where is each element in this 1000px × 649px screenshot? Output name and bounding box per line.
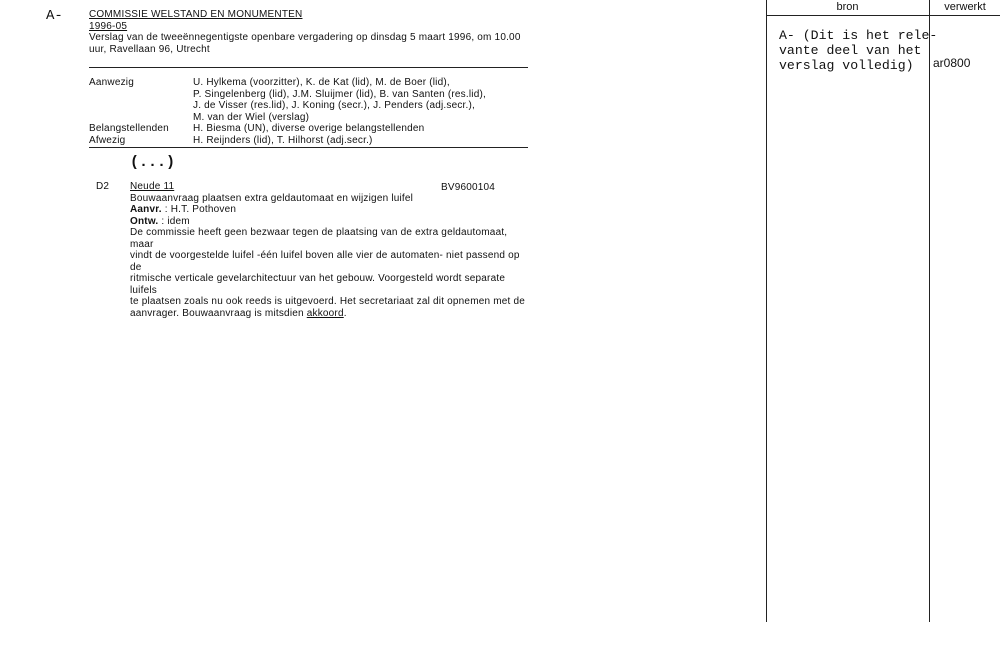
source-note-line: A- (Dit is het rele- (779, 28, 938, 43)
case-number: BV9600104 (441, 182, 496, 193)
source-note (779, 28, 937, 73)
verdict: akkoord (306, 307, 344, 319)
column-header-rule (766, 15, 1000, 16)
column-rule-middle (929, 0, 930, 622)
body-line: te plaatsen zoals nu ook reeds is uitgevoerd. Het secretariaat zal dit opnemen met de (130, 296, 525, 307)
source-note-line: vante deel van het (779, 43, 922, 58)
item-address: Neude 11 (130, 181, 175, 192)
column-header-verwerkt: verwerkt (944, 1, 986, 13)
body-line: vindt de voorgestelde luifel -één luifel boven alle vier de automaten- niet passend op de (130, 250, 520, 273)
source-note-line: verslag volledig) (779, 58, 914, 73)
body-line: ritmische verticale gevelarchitectuur van het gebouw. Voorgesteld wordt separate luifels (130, 273, 506, 296)
present-line: J. de Visser (res.lid), J. Koning (secr.), J. Penders (adj.secr.), (193, 100, 475, 111)
committee-title: COMMISSIE WELSTAND EN MONUMENTEN (89, 9, 303, 20)
column-rule-left (766, 0, 767, 622)
report-line-1: Verslag van de tweeënnegentigste openbare vergadering op dinsdag 5 maart 1996, om 10.00 (89, 32, 521, 43)
designer-label: Ontw. (130, 215, 159, 227)
body-line: De commissie heeft geen bezwaar tegen de plaatsing van de extra geldautomaat, maar (130, 227, 508, 250)
present-label: Aanwezig (89, 77, 134, 88)
section-marker: A- (46, 8, 63, 24)
agenda-item (130, 181, 532, 319)
body-line-suffix: . (343, 307, 347, 319)
applicant-value: : H.T. Pothoven (164, 204, 237, 215)
omission-marker: (...) (130, 154, 176, 171)
stakeholders-value: H. Biesma (UN), diverse overige belangstellenden (193, 123, 425, 134)
present-line: U. Hylkema (voorzitter), K. de Kat (lid), M. de Boer (lid), (193, 77, 450, 88)
designer-value: : idem (161, 215, 190, 227)
column-header-bron: bron (836, 1, 859, 13)
applicant-label: Aanvr. (130, 204, 162, 215)
attendance-block (89, 77, 529, 146)
absent-label: Afwezig (89, 134, 126, 146)
archive-code: ar0800 (933, 56, 971, 70)
stakeholders-label: Belangstellenden (89, 123, 169, 134)
item-description: Bouwaanvraag plaatsen extra geldautomaat en wijzigen luifel (130, 192, 414, 204)
absent-value: H. Reijnders (lid), T. Hilhorst (adj.secr.) (193, 134, 373, 146)
present-line: P. Singelenberg (lid), J.M. Sluijmer (lid), B. van Santen (res.lid), (193, 88, 486, 100)
report-line-2: uur, Ravellaan 96, Utrecht (89, 43, 210, 55)
present-line: M. van der Wiel (verslag) (193, 111, 310, 123)
document-header (89, 9, 529, 55)
divider-top (89, 67, 528, 68)
meeting-number: 1996-05 (89, 20, 128, 32)
body-line-prefix: aanvrager. Bouwaanvraag is mitsdien (130, 307, 307, 319)
item-code: D2 (96, 181, 110, 192)
divider-bottom (89, 147, 528, 148)
